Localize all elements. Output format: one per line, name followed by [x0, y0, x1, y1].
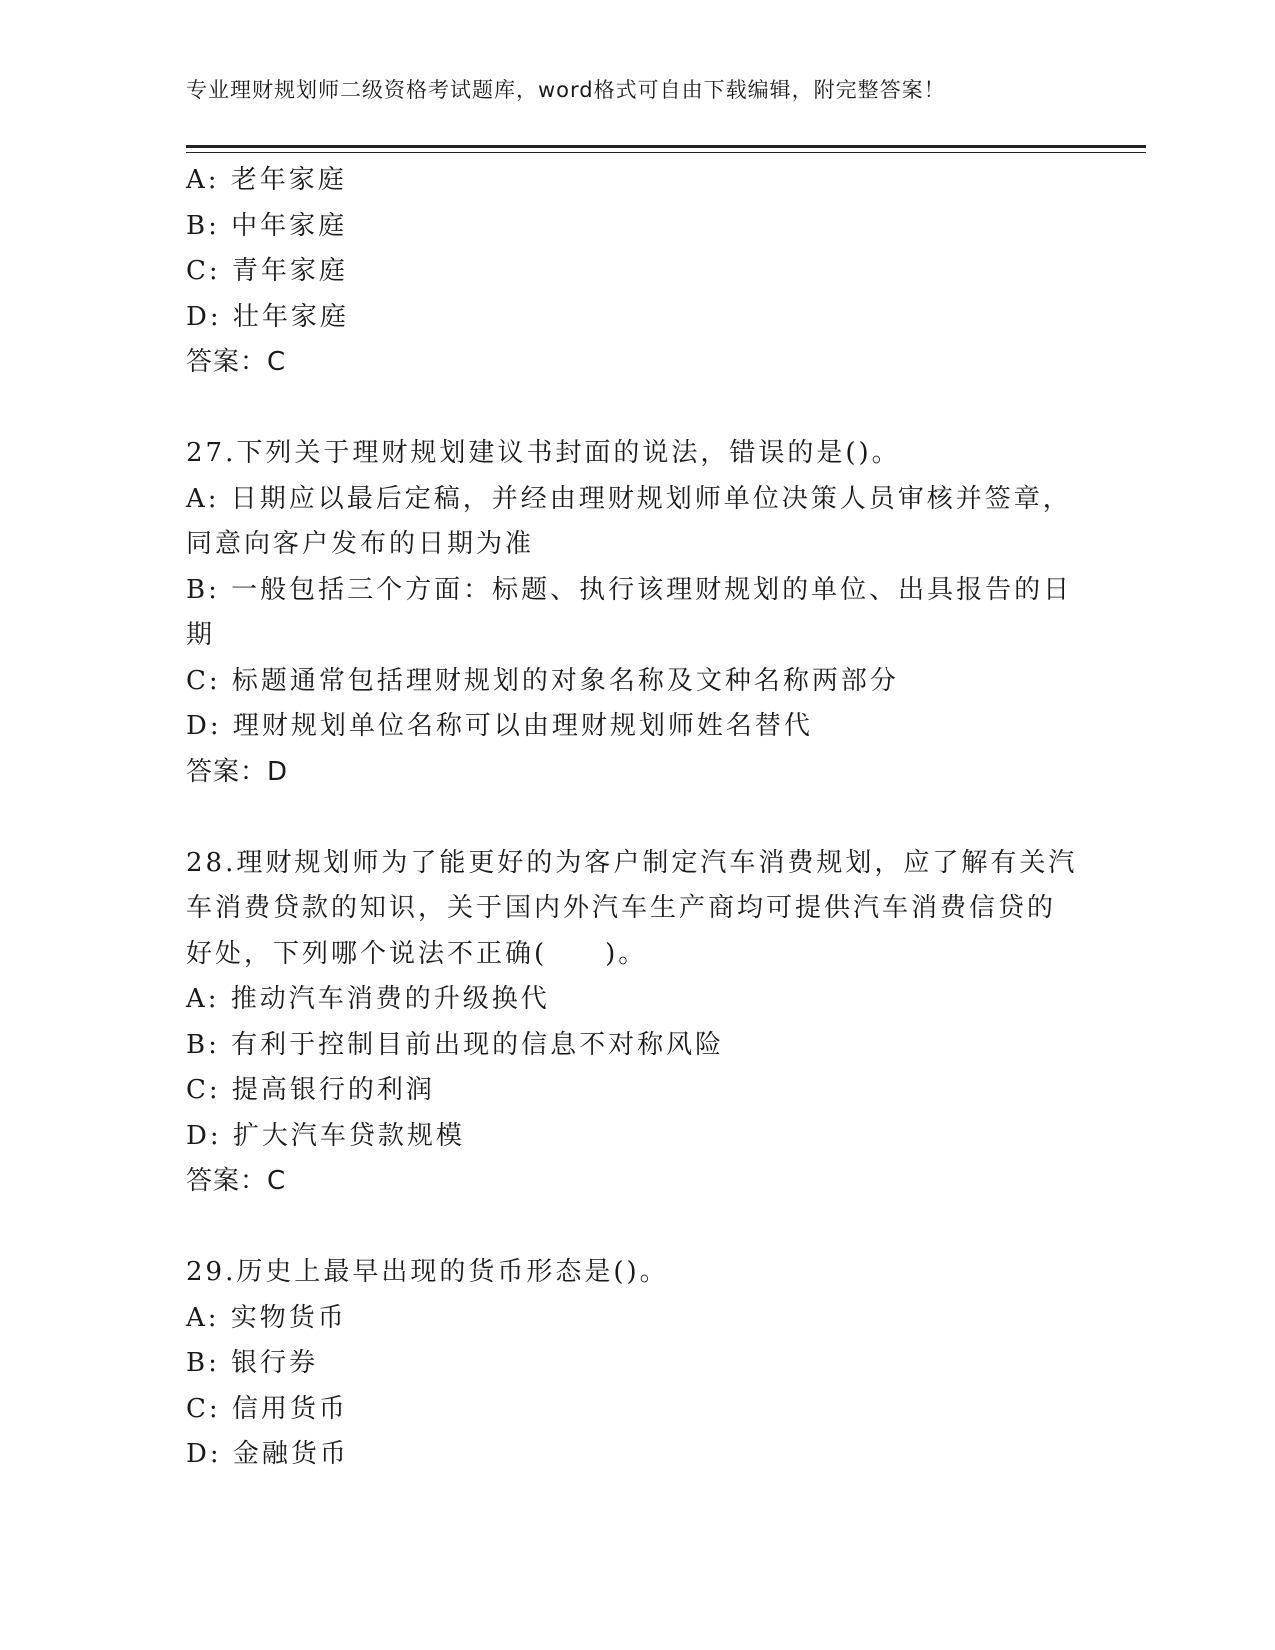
- question-gap: [186, 386, 1086, 432]
- page-header: 专业理财规划师二级资格考试题库，word格式可自由下载编辑，附完整答案！: [186, 78, 946, 102]
- question-line: B: 有利于控制目前出现的信息不对称风险: [186, 1029, 725, 1060]
- question-line: C: 信用货币: [186, 1393, 348, 1424]
- question-line: 28.理财规划师为了能更好的为客户制定汽车消费规划，应了解有关汽: [186, 847, 1078, 878]
- question-gap: [186, 1205, 1086, 1251]
- answer-line: 答案：C: [186, 347, 287, 377]
- question-line: D: 金融货币: [186, 1439, 349, 1469]
- question-gap: [186, 795, 1086, 841]
- question-line: D: 理财规划单位名称可以由理财规划师姓名替代: [186, 711, 813, 741]
- question-line: C: 标题通常包括理财规划的对象名称及文种名称两部分: [186, 665, 899, 696]
- question-line: B: 中年家庭: [186, 210, 348, 241]
- question-line: B: 银行券: [186, 1348, 319, 1378]
- question-line: A: 推动汽车消费的升级换代: [186, 984, 550, 1014]
- question-line: 期: [186, 620, 216, 650]
- question-line: 27.下列关于理财规划建议书封面的说法，错误的是()。: [186, 438, 901, 468]
- answer-line: 答案：D: [186, 756, 289, 787]
- question-line: D: 壮年家庭: [186, 301, 349, 332]
- question-line: 车消费贷款的知识，关于国内外汽车生产商均可提供汽车消费信贷的: [186, 893, 1057, 923]
- question-line: B: 一般包括三个方面：标题、执行该理财规划的单位、出具报告的日: [186, 574, 1073, 605]
- header-rule-thin: [186, 152, 1146, 153]
- question-line: A: 实物货币: [186, 1302, 347, 1333]
- question-list: [186, 158, 1086, 1478]
- answer-line: 答案：C: [186, 1166, 287, 1196]
- question-line: 同意向客户发布的日期为准: [186, 529, 535, 559]
- question-line: 好处，下列哪个说法不正确( )。: [186, 938, 648, 969]
- header-rule-thick: [186, 145, 1146, 148]
- question-line: C: 提高银行的利润: [186, 1075, 435, 1105]
- question-line: 29.历史上最早出现的货币形态是()。: [186, 1257, 669, 1287]
- question-line: C: 青年家庭: [186, 256, 348, 286]
- question-line: A: 老年家庭: [186, 165, 347, 195]
- question-line: A: 日期应以最后定稿，并经由理财规划师单位决策人员审核并签章，: [186, 483, 1072, 514]
- question-line: D: 扩大汽车贷款规模: [186, 1120, 465, 1151]
